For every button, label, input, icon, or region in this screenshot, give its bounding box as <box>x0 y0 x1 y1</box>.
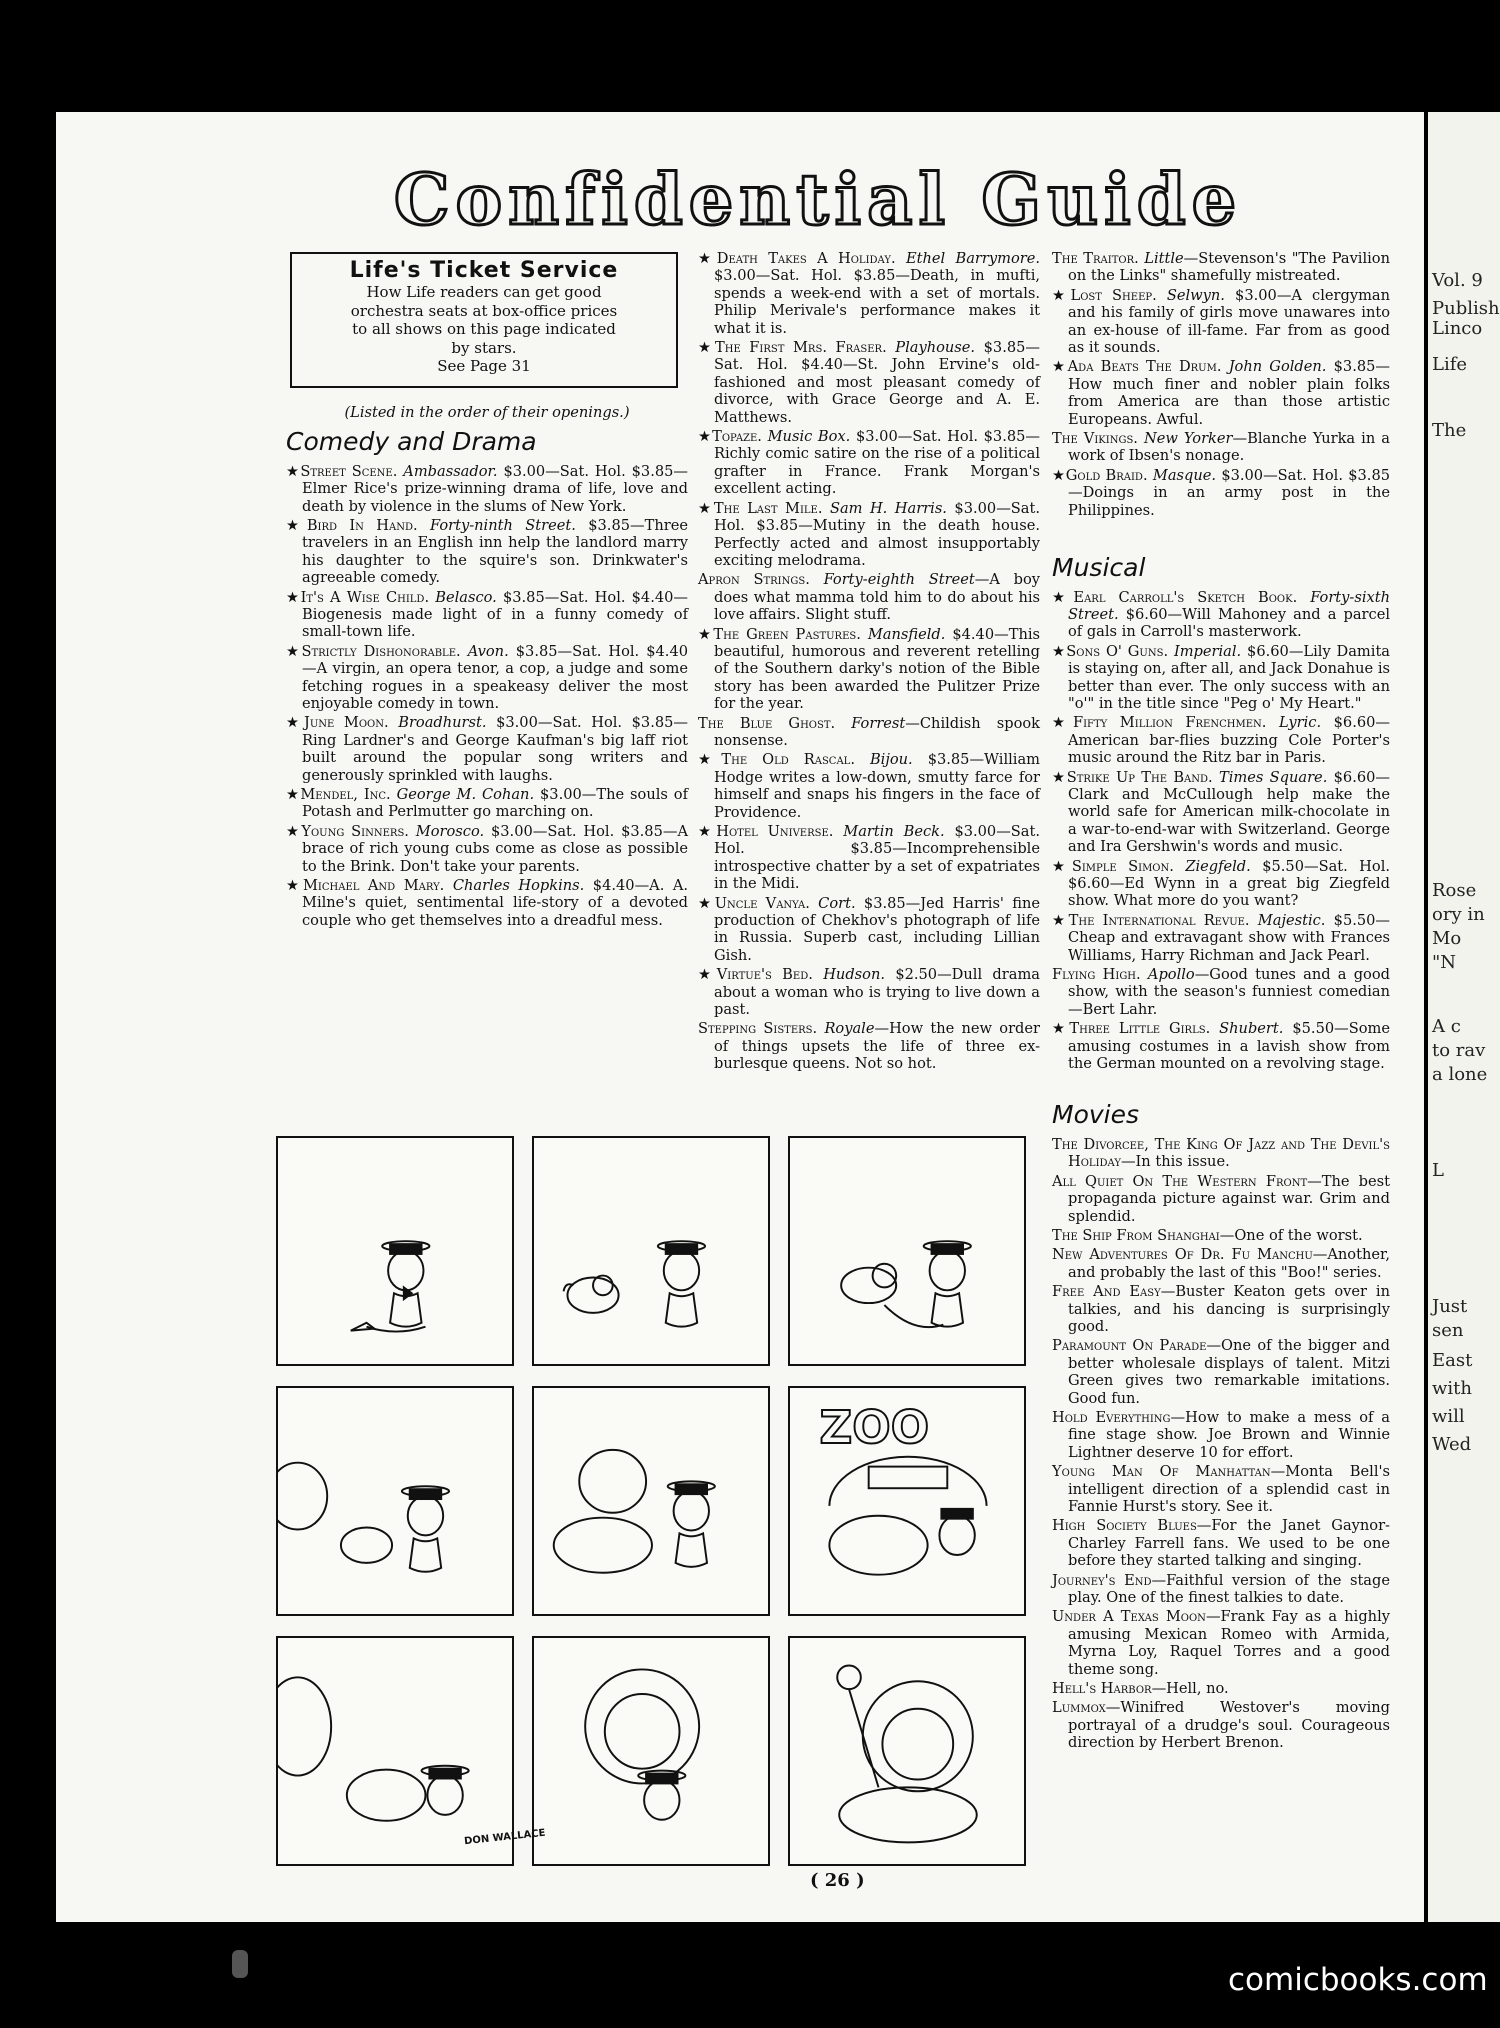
listing-title: Michael And Mary. <box>302 877 445 895</box>
adjacent-page-text: Rose <box>1432 880 1477 901</box>
listing-description: —Faithful version of the stage play. One of the finest talkies to date. <box>1068 1571 1390 1607</box>
listing-entry <box>1052 1463 1390 1515</box>
listing-venue: Ambassador. <box>403 462 498 480</box>
star-icon: ★ <box>286 462 301 480</box>
listing-description: —Another, and probably the last of this "Boo!" series. <box>1068 1246 1390 1281</box>
listing-title: Lost Sheep. <box>1070 286 1157 304</box>
lion-and-boy <box>585 1669 699 1819</box>
listing-venue: Charles Hopkins. <box>452 877 585 895</box>
listing-description: $3.85—Sat. Hol. $4.40—A virgin, an opera tenor, a cop, a judge and some fetching rogues in a speakeasy deliver the most enjoyable comedy in town. <box>302 642 689 712</box>
ticket-service-box <box>290 252 678 388</box>
listing-entry <box>698 626 1040 713</box>
artist-signature: DON WALLACE <box>463 1827 546 1848</box>
listing-entry <box>1052 769 1390 856</box>
star-icon: ★ <box>286 822 302 840</box>
listing-title: The Ship From Shanghai <box>1052 1226 1220 1244</box>
listing-description: $3.85—How much finer and nobler plain folks from America are than those artistic Europeans. Awful. <box>1068 358 1390 428</box>
listing-description: $3.00—Sat. Hol. $3.85—Elmer Rice's prize-winning drama of life, love and death by violence in the slums of New York. <box>302 462 689 515</box>
section-heading-musical: Musical <box>1052 553 1146 583</box>
adjacent-page-text: Publish <box>1432 298 1500 319</box>
adjacent-page-text: with <box>1432 1378 1472 1399</box>
adjacent-page-text: East <box>1432 1350 1473 1371</box>
listing-entry <box>698 250 1040 337</box>
listing-description: —Good tunes and a good show, with the season's funniest comedian—Bert Lahr. <box>1068 966 1390 1018</box>
comic-panel-9 <box>788 1636 1026 1866</box>
listing-entry <box>698 339 1040 426</box>
listing-venue: Royale <box>824 1020 875 1038</box>
listing-entry <box>1052 1409 1390 1461</box>
listing-venue: Forty-sixth Street. <box>1068 588 1390 623</box>
listing-description: $6.60—Lily Damita is staying on, after all, and Jack Donahue is better than ever. The only success with an "o'" in the title since "Peg o' My Heart." <box>1068 642 1391 712</box>
listing-venue: Morosco. <box>415 822 485 840</box>
listing-entry <box>1052 430 1390 465</box>
listing-venue: Music Box. <box>767 428 851 446</box>
ticket-service-heading: Life's Ticket Service <box>349 258 619 283</box>
listing-description: $3.85—William Hodge writes a low-down, smutty farce for himself and snaps his fingers in the face of Providence. <box>714 751 1041 821</box>
boy-and-puppy <box>841 1241 971 1327</box>
listing-title: Young Man Of Manhattan <box>1052 1463 1271 1481</box>
listing-description: $5.50—Some amusing costumes in a lavish show from the German mounted on a revolving stage. <box>1068 1020 1390 1073</box>
listing-description: —For the Janet Gaynor-Charley Farrell fans. We used to be one before they started talking and singing. <box>1068 1517 1390 1570</box>
listing-entry <box>1052 1227 1390 1244</box>
listing-description: $5.50—Cheap and extravagant show with Frances Williams, Harry Richman and Jack Pearl. <box>1068 911 1391 964</box>
comedy-drama-list-end <box>1052 250 1390 519</box>
section-heading-movies: Movies <box>1052 1100 1140 1130</box>
listing-title: Fifty Million Frenchmen. <box>1072 714 1267 732</box>
zoo-sign: ZOO <box>819 1401 930 1455</box>
listing-entry <box>698 751 1040 821</box>
listing-title: It's A Wise Child. <box>300 588 430 606</box>
star-icon: ★ <box>698 250 717 267</box>
adjacent-page-text: Linco <box>1432 318 1483 339</box>
boy-and-dog <box>554 1450 715 1573</box>
star-icon: ★ <box>286 516 307 534</box>
listing-title: The Vikings. <box>1052 430 1138 448</box>
adjacent-page-text: "N <box>1432 952 1457 973</box>
listing-venue: Majestic. <box>1257 911 1326 929</box>
listing-description: $5.50—Sat. Hol. $6.60—Ed Wynn in a great big Ziegfeld show. What more do you want? <box>1068 857 1390 910</box>
listing-venue: Mansfield. <box>867 625 946 643</box>
listing-venue: Sam H. Harris. <box>829 499 947 517</box>
star-icon: ★ <box>1052 911 1069 929</box>
listing-venue: Shubert. <box>1219 1020 1284 1038</box>
listing-entry <box>1052 1337 1390 1407</box>
star-icon: ★ <box>698 894 715 912</box>
listing-description: $3.85—Sat. Hol. $4.40—Biogenesis made light of in a funny comedy of small-town life. <box>302 588 689 641</box>
listing-venue: Forty-eighth Street <box>823 571 975 589</box>
listing-title: Paramount On Parade <box>1052 1337 1207 1355</box>
listing-title: Hold Everything <box>1052 1408 1171 1426</box>
listing-title: The Last Mile. <box>713 499 823 517</box>
listing-title: Bird In Hand. <box>306 516 418 534</box>
listing-title: Strike Up The Band. <box>1066 768 1213 786</box>
listing-note: (Listed in the order of their openings.) <box>344 403 630 421</box>
listing-title: Sons O' Guns. <box>1066 642 1169 660</box>
comic-panel-4 <box>276 1386 514 1616</box>
listing-venue: Forty-ninth Street. <box>430 516 576 534</box>
listing-title: The International Revue. <box>1068 911 1250 929</box>
listing-entry <box>698 500 1040 570</box>
adjacent-page-text: Just <box>1432 1296 1468 1317</box>
boy-and-puppy <box>564 1241 705 1326</box>
star-icon: ★ <box>286 714 305 732</box>
listing-entry <box>1052 1283 1390 1335</box>
comic-panel-5 <box>532 1386 770 1616</box>
listing-description: $3.00—Sat. Hol. $3.85—Ring Lardner's and George Kaufman's big laff riot built around the popular song writers and generously sprinkled with laughs. <box>302 714 688 784</box>
listing-entry <box>1052 966 1390 1018</box>
listing-venue: Playhouse. <box>895 339 976 357</box>
listing-description: —How to make a mess of a fine stage show. Joe Brown and Winnie Lightner deserve 10 for effort. <box>1068 1408 1390 1461</box>
ticket-line: orchestra seats at box-office prices <box>350 301 618 320</box>
listing-title: June Moon. <box>304 714 389 732</box>
listing-description: $3.00—Sat. Hol. $3.85—Doings in an army post in the Philippines. <box>1068 466 1391 519</box>
star-icon: ★ <box>698 499 714 517</box>
listing-entry <box>1052 1699 1390 1751</box>
listing-title: Death Takes A Holiday. <box>716 250 896 267</box>
listing-entry <box>286 786 688 821</box>
listing-venue: Martin Beck. <box>843 823 945 840</box>
comic-panel-2 <box>532 1136 770 1366</box>
listing-entry <box>286 463 688 515</box>
listing-title: Topaze. <box>712 428 762 446</box>
listing-entry <box>1052 1572 1390 1607</box>
listing-entry <box>286 643 688 713</box>
lion-alone <box>837 1666 977 1843</box>
adjacent-page-text: The <box>1432 420 1467 441</box>
listing-entry <box>286 589 688 641</box>
listing-title: Simple Simon. <box>1071 857 1174 875</box>
adjacent-page-text: to rav <box>1432 1040 1486 1061</box>
star-icon: ★ <box>1052 642 1067 660</box>
adjacent-page-text: Wed <box>1432 1434 1472 1455</box>
adjacent-page-text: A c <box>1432 1016 1461 1037</box>
listing-description: —One of the bigger and better wholesale displays of talent. Mitzi Green gives two remarkable imitations. Good fun. <box>1068 1337 1390 1407</box>
listing-entry <box>1052 1517 1390 1569</box>
star-icon: ★ <box>698 751 722 769</box>
comic-panel-7 <box>276 1636 514 1866</box>
listing-entry <box>698 895 1040 965</box>
listing-description: $3.85—Three travelers in an English inn help the landlord marry his daughter to the squire's son. Drinkwater's agreeable comedy. <box>302 516 688 587</box>
adjacent-page-text: sen <box>1432 1320 1464 1341</box>
comedy-drama-list <box>286 463 688 930</box>
listing-description: —Stevenson's "The Pavilion on the Links" shamefully mistreated. <box>1068 250 1390 285</box>
listing-title: The First Mrs. Fraser. <box>715 339 887 357</box>
listing-title: Virtue's Bed. <box>716 966 813 984</box>
listing-title: Street Scene. <box>300 462 398 480</box>
listing-venue: Little <box>1144 250 1184 267</box>
listing-description: —One of the worst. <box>1219 1226 1363 1244</box>
listing-venue: Cort. <box>818 894 856 912</box>
listing-venue: New Yorker <box>1143 430 1233 448</box>
listing-description: $3.85—Jed Harris' fine production of Chekhov's photograph of life in Russia. Superb cast, including Lillian Gish. <box>714 894 1041 964</box>
listing-description: $6.60—American bar-flies buzzing Cole Porter's music around the Ritz bar in Paris. <box>1068 714 1390 767</box>
listing-title: Young Sinners. <box>301 822 409 840</box>
listing-venue: Avon. <box>467 642 509 660</box>
column-1 <box>286 252 688 931</box>
listing-title: Earl Carroll's Sketch Book. <box>1073 588 1298 606</box>
listing-entry <box>1052 1173 1390 1225</box>
listing-title: Ada Beats The Drum. <box>1067 358 1222 376</box>
listing-title: Apron Strings. <box>698 571 810 589</box>
listing-venue: Ziegfeld. <box>1185 857 1251 875</box>
listing-entry <box>698 1020 1040 1072</box>
listing-description: $3.00—Sat. Hol. $3.85—Richly comic satire on the rise of a political grafter in France. Frank Morgan's excellent acting. <box>714 428 1041 498</box>
listing-title: Flying High. <box>1052 966 1141 984</box>
star-icon: ★ <box>286 588 301 606</box>
listing-entry <box>1052 287 1390 357</box>
boy-figure <box>351 1241 430 1331</box>
page-title: Confidential Guide <box>393 158 1243 241</box>
listing-title: Free And Easy <box>1052 1283 1161 1301</box>
listing-entry <box>1052 643 1390 713</box>
comedy-drama-list-continued <box>698 250 1040 1073</box>
listing-title: The Green Pastures. <box>713 625 861 643</box>
listing-title: Uncle Vanya. <box>714 894 810 912</box>
listing-description: —How the new order of things upsets the life of three ex-burlesque queens. Not so hot. <box>714 1020 1040 1073</box>
listing-venue: Lyric. <box>1278 714 1322 732</box>
zoo-gate-arch <box>829 1457 986 1506</box>
adjacent-page-text: L <box>1432 1160 1444 1181</box>
listing-title: New Adventures Of Dr. Fu Manchu <box>1052 1246 1313 1264</box>
listing-description: —Monta Bell's intelligent direction of a splendid cast in Fannie Hurst's story. See it. <box>1068 1463 1390 1515</box>
star-icon: ★ <box>698 339 715 357</box>
listing-venue: Ethel Barrymore. <box>905 250 1040 267</box>
listing-description: $4.40—This beautiful, humorous and reverent retelling of the Southern darky's notion of the Bible story has been awarded the Pulitzer Prize for the year. <box>714 625 1041 713</box>
listing-description: $3.00—Sat. Hol. $3.85—Incomprehensible introspective chatter by a set of expatriates in the Midi. <box>714 823 1041 893</box>
listing-venue: Broadhurst. <box>398 714 487 732</box>
column-3 <box>1052 250 1390 1754</box>
star-icon: ★ <box>1052 358 1068 376</box>
listing-title: High Society Blues <box>1052 1517 1197 1535</box>
adjacent-page-text: a lone <box>1432 1064 1488 1085</box>
listing-entry <box>1052 1020 1390 1072</box>
comic-panel-6 <box>788 1386 1026 1616</box>
star-icon: ★ <box>1052 466 1066 484</box>
page-number: ( 26 ) <box>810 1870 865 1891</box>
listing-title: The Old Rascal. <box>721 751 855 769</box>
listing-venue: John Golden. <box>1228 358 1327 376</box>
star-icon: ★ <box>1052 857 1072 875</box>
star-icon: ★ <box>1052 768 1067 786</box>
listing-entry <box>1052 1136 1390 1171</box>
listing-description: —Winifred Westover's moving portrayal of a drudge's soul. Courageous direction by Herbert Brenon. <box>1068 1699 1390 1752</box>
listing-entry <box>1052 858 1390 910</box>
listing-title: Stepping Sisters. <box>698 1020 818 1038</box>
comic-panel-3 <box>788 1136 1026 1366</box>
listing-entry <box>698 966 1040 1018</box>
listing-entry <box>698 571 1040 623</box>
listing-description: $3.00—A clergyman and his family of girls move unawares into an ex-house of ill-fame. Far from as good as it sounds. <box>1068 286 1391 357</box>
listing-entry <box>1052 714 1390 766</box>
listing-description: $4.40—A. A. Milne's quiet, sentimental life-story of a devoted couple who get themselves into a dreadful mess. <box>302 877 689 929</box>
comic-strip <box>276 1136 1028 1868</box>
listing-description: —The best propaganda picture against war. Grim and splendid. <box>1068 1172 1390 1225</box>
listing-title: Hell's Harbor <box>1052 1680 1152 1698</box>
star-icon: ★ <box>1052 286 1071 304</box>
listing-entry <box>1052 1246 1390 1281</box>
listing-title: All Quiet On The Western Front <box>1052 1172 1308 1190</box>
adjacent-page-text: Vol. 9 <box>1432 270 1483 291</box>
listing-entry <box>1052 358 1390 428</box>
adjacent-page-fragment <box>1428 112 1500 1922</box>
listing-venue: Imperial. <box>1173 642 1242 660</box>
listing-entry <box>1052 1680 1390 1697</box>
listing-entry <box>698 428 1040 498</box>
listing-title: Journey's End <box>1052 1571 1152 1589</box>
listing-venue: Belasco. <box>435 588 497 606</box>
listing-entry <box>1052 589 1390 641</box>
listing-description: —Blanche Yurka in a work of Ibsen's nonage. <box>1068 430 1390 465</box>
star-icon: ★ <box>286 642 302 660</box>
listing-title: Lummox <box>1052 1699 1106 1717</box>
listing-entry <box>286 714 688 784</box>
listing-description: —Childish spook nonsense. <box>714 714 1040 749</box>
listing-description: —A boy does what mamma told him to do about his love affairs. Slight stuff. <box>714 571 1040 624</box>
listing-venue: Selwyn. <box>1166 286 1225 304</box>
listing-title: Strictly Dishonorable. <box>301 642 461 660</box>
listing-title: Hotel Universe. <box>716 823 834 840</box>
listing-description: $3.00—Sat. Hol. $3.85—Mutiny in the death house. Perfectly acted and almost insupportably exciting melodrama. <box>714 499 1040 569</box>
listing-title: Gold Braid. <box>1065 466 1148 484</box>
listing-entry <box>1052 250 1390 285</box>
adjacent-page-text: ory in <box>1432 904 1485 925</box>
listing-entry <box>286 517 688 587</box>
listing-entry <box>1052 1608 1390 1678</box>
listing-description: —Buster Keaton gets over in talkies, and his dancing is surprisingly good. <box>1068 1283 1390 1335</box>
listing-venue: Masque. <box>1152 466 1217 484</box>
listing-description: $3.00—The souls of Potash and Perlmutter go marching on. <box>302 786 688 821</box>
star-icon: ★ <box>698 823 717 840</box>
listing-entry <box>1052 912 1390 964</box>
listing-description: $3.00—Sat. Hol. $3.85—Death, in mufti, spends a week-end with a set of mortals. Philip Merivale's performance makes it what it is. <box>714 267 1040 337</box>
listing-description: $6.60—Clark and McCullough help make the world safe for American milk-chocolate in a war-to-end-war with Switzerland. George and Ira Gershwin's words and music. <box>1068 768 1391 856</box>
listing-venue: Bijou. <box>869 751 913 769</box>
lion-dog-boy <box>278 1677 469 1820</box>
listing-venue: Times Square. <box>1218 768 1328 786</box>
listing-venue: Forrest <box>851 714 906 732</box>
listing-title: The Divorcee, The King Of Jazz and The Devil's Holiday <box>1052 1135 1390 1171</box>
listing-description: —Frank Fay as a highly amusing Mexican Romeo with Armida, Myrna Loy, Raquel Torres and a good theme song. <box>1068 1608 1390 1678</box>
listing-venue: Apollo <box>1147 966 1195 984</box>
listing-entry <box>698 823 1040 893</box>
ticket-line: to all shows on this page indicated <box>352 320 616 339</box>
ticket-line: How Life readers can get good <box>366 283 602 302</box>
listing-entry <box>286 823 688 875</box>
listing-title: Mendel, Inc. <box>300 786 391 804</box>
dog-outline <box>829 1516 927 1575</box>
listing-description: —In this issue. <box>1120 1153 1230 1171</box>
movies-list <box>1052 1136 1390 1752</box>
listing-title: The Traitor. <box>1052 250 1139 267</box>
star-icon: ★ <box>698 428 713 446</box>
listing-entry <box>698 715 1040 750</box>
adjacent-page-text: Mo <box>1432 928 1462 949</box>
comic-panel-1 <box>276 1136 514 1366</box>
ticket-line: by stars. <box>451 338 517 357</box>
star-icon: ★ <box>1052 588 1074 606</box>
star-icon: ★ <box>698 966 717 984</box>
listing-title: The Blue Ghost. <box>698 714 836 732</box>
listing-description: $6.60—Will Mahoney and a parcel of gals in Carroll's masterwork. <box>1068 605 1391 641</box>
listing-description: $3.00—Sat. Hol. $3.85—A brace of rich young cubs come as close as possible to the Brink. Don't take your parents. <box>302 822 689 875</box>
star-icon: ★ <box>286 877 303 895</box>
comic-panel-8 <box>532 1636 770 1866</box>
adjacent-page-text: Life <box>1432 354 1468 375</box>
listing-description: $2.50—Dull drama about a woman who is trying to live down a past. <box>714 966 1040 1019</box>
star-icon: ★ <box>698 625 714 643</box>
boy-dog-puppy <box>278 1463 449 1572</box>
adjacent-page-text: will <box>1432 1406 1465 1427</box>
listing-venue: George M. Cohan. <box>396 786 535 804</box>
column-2 <box>698 250 1040 1075</box>
listing-description: $3.85—Sat. Hol. $4.40—St. John Ervine's old-fashioned and most pleasant comedy of divorce, with Grace George and A. E. Matthews. <box>714 339 1040 426</box>
musical-list <box>1052 589 1390 1073</box>
listing-entry <box>1052 467 1390 519</box>
scan-smudge <box>232 1950 248 1978</box>
listing-entry <box>286 877 688 929</box>
star-icon: ★ <box>1052 1020 1070 1038</box>
star-icon: ★ <box>1052 714 1073 732</box>
ticket-line: See Page 31 <box>437 357 531 376</box>
star-icon: ★ <box>286 786 301 804</box>
watermark: comicbooks.com <box>1228 1962 1488 1998</box>
listing-title: Three Little Girls. <box>1069 1020 1211 1038</box>
listing-title: Under A Texas Moon <box>1052 1608 1206 1626</box>
listing-description: —Hell, no. <box>1151 1680 1229 1698</box>
listing-venue: Hudson. <box>823 966 885 984</box>
section-heading-comedy-drama: Comedy and Drama <box>286 427 537 457</box>
